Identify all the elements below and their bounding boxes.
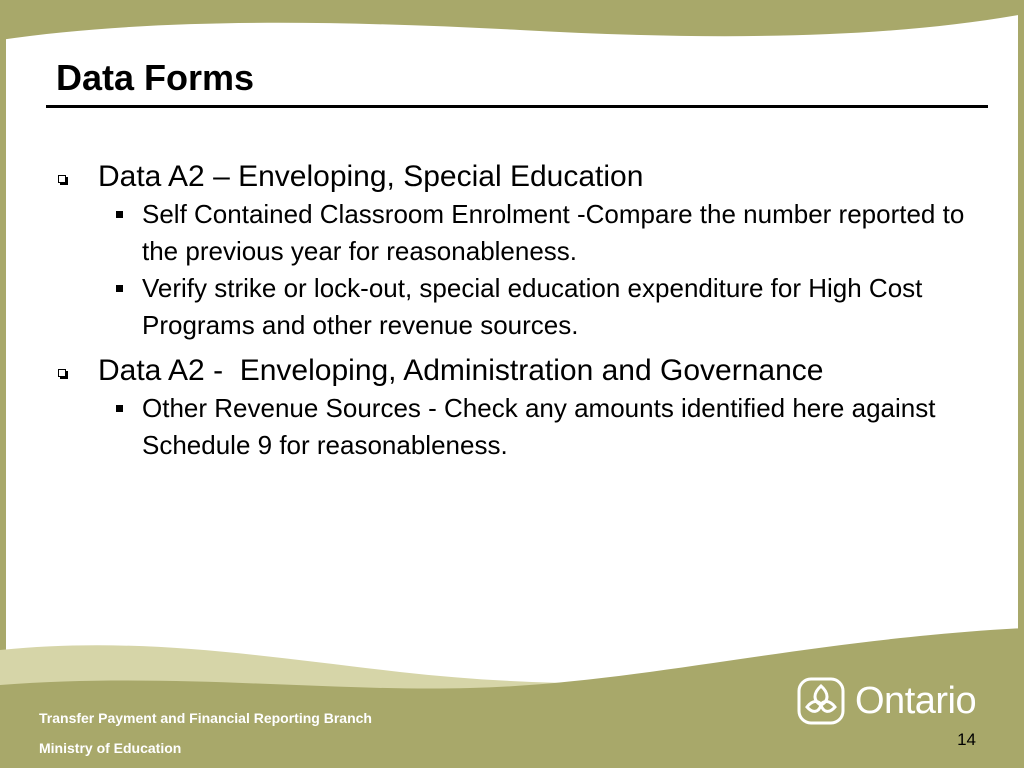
sub-bullet-text: Verify strike or lock-out, special education expenditure for High Cost Programs and other revenue sources. — [142, 273, 923, 340]
sub-bullet-text: Other Revenue Sources - Check any amounts identified here against Schedule 9 for reasonableness. — [142, 393, 936, 460]
bullet-heading-text: Data A2 - Enveloping, Administration and Governance — [98, 354, 824, 387]
square-bullet-icon — [116, 405, 123, 412]
logo-wordmark: Ontario — [855, 680, 977, 722]
trillium-icon — [797, 677, 847, 725]
footer-ministry: Ministry of Education — [39, 740, 182, 756]
ontario-logo — [797, 677, 981, 725]
bullet-heading-text: Data A2 – Enveloping, Special Education — [98, 160, 644, 193]
square-bullet-icon — [116, 211, 123, 218]
top-wave-band — [0, 0, 1024, 40]
slide-title: Data Forms — [56, 57, 255, 98]
hollow-square-bullet-icon — [58, 175, 66, 183]
hollow-square-bullet-icon — [58, 369, 66, 377]
bullet-heading — [56, 158, 996, 196]
sub-bullet — [56, 270, 996, 344]
sub-bullet — [56, 390, 996, 464]
bullet-content — [56, 158, 996, 472]
page-number: 14 — [957, 730, 976, 749]
sub-bullet-text: Self Contained Classroom Enrolment -Compare the number reported to the previous year for reasonableness. — [142, 199, 965, 266]
bullet-section — [56, 352, 996, 464]
bullet-heading — [56, 352, 996, 390]
sub-bullet — [56, 196, 996, 270]
square-bullet-icon — [116, 285, 123, 292]
bullet-section — [56, 158, 996, 344]
title-divider — [46, 105, 988, 108]
footer-branch: Transfer Payment and Financial Reporting Branch — [39, 710, 372, 726]
